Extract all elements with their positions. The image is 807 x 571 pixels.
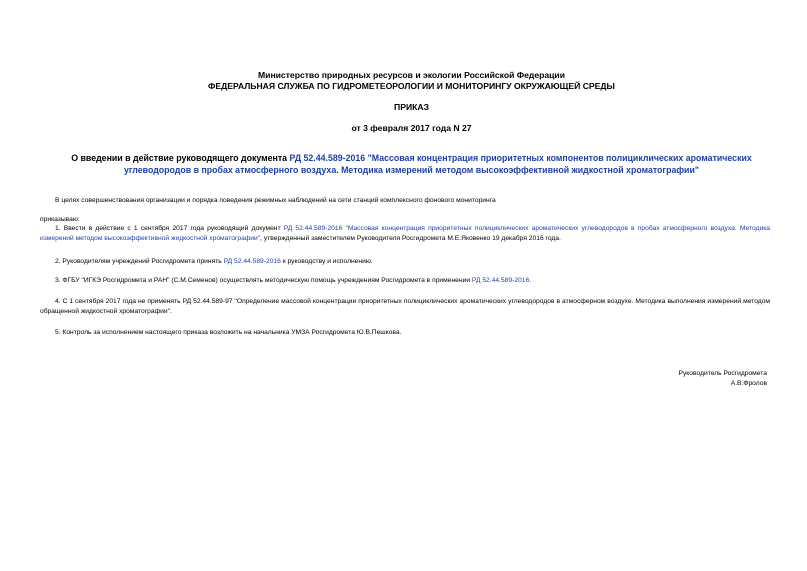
item2-prefix: 2. Руководителям учреждений Росгидромета принять	[55, 258, 224, 265]
item3-suffix: .	[529, 277, 532, 284]
service-name: ФЕДЕРАЛЬНАЯ СЛУЖБА ПО ГИДРОМЕТЕОРОЛОГИИ И МОНИТОРИНГУ ОКРУЖАЮЩЕЙ СРЕДЫ	[208, 81, 615, 91]
item2-suffix: к руководству и исполнению.	[280, 258, 373, 265]
document-date-number: от 3 февраля 2017 года N 27	[351, 123, 472, 133]
item2-document-link[interactable]: РД 52.44.589-2016	[223, 258, 281, 265]
order-item-4: 4. С 1 сентября 2017 года не применять РД 52.44.589-97 "Определение массовой концентрации приоритетных полициклических ароматических углеводородов в атмосферном воздухе. Методика выполнения измерений методом обращенной жидкостной хроматографии".	[40, 298, 770, 315]
item1-suffix: , утвержденный заместителем Руководителя Росгидромета М.Е.Яковенко 19 декабря 2016 года.	[260, 234, 561, 242]
title-prefix: О введении в действие руководящего документа	[71, 153, 290, 163]
signatory-name: А.В.Фролов	[730, 380, 767, 387]
item1-document-link[interactable]: РД 52.44.589-2016 "Массовая концентрация приоритетных полициклических ароматических углеводородов в пробах атмосферного воздуха. Методика измерений методом высокоэффективной жидкостной хроматографии"	[40, 225, 770, 242]
order-word: приказываю:	[40, 216, 80, 223]
ministry-name: Министерство природных ресурсов и экологии Российской Федерации	[258, 70, 565, 80]
order-item-1	[40, 224, 770, 243]
signatory-position: Руководитель Росгидромета	[678, 370, 767, 377]
order-item-3	[40, 276, 770, 286]
item1-prefix: 1. Ввести в действие с 1 сентября 2017 года руководящий документ	[55, 225, 284, 232]
order-item-2	[40, 257, 770, 267]
document-title	[54, 153, 769, 176]
document-type: ПРИКАЗ	[394, 102, 429, 112]
item3-prefix: 3. ФГБУ "ИГКЭ Росгидромета и РАН" (С.М.Семенов) осуществлять методическую помощь учреждениям Росгидромета в применении	[55, 277, 472, 284]
intro-paragraph: В целях совершенствования организации и порядка поведения режимных наблюдений на сети станций комплексного фонового мониторинга	[55, 197, 496, 204]
title-document-link[interactable]: РД 52.44.589-2016 "Массовая концентрация приоритетных компонентов полициклических ароматических углеводородов в пробах атмосферного воздуха. Методика измерений методом высокоэффективной жидкостной хроматографии"	[123, 153, 752, 175]
order-item-5: 5. Контроль за исполнением настоящего приказа возложить на начальника УМЗА Росгидромета Ю.В.Пешкова.	[55, 329, 402, 336]
item3-document-link[interactable]: РД 52.44.589-2016	[471, 277, 530, 284]
